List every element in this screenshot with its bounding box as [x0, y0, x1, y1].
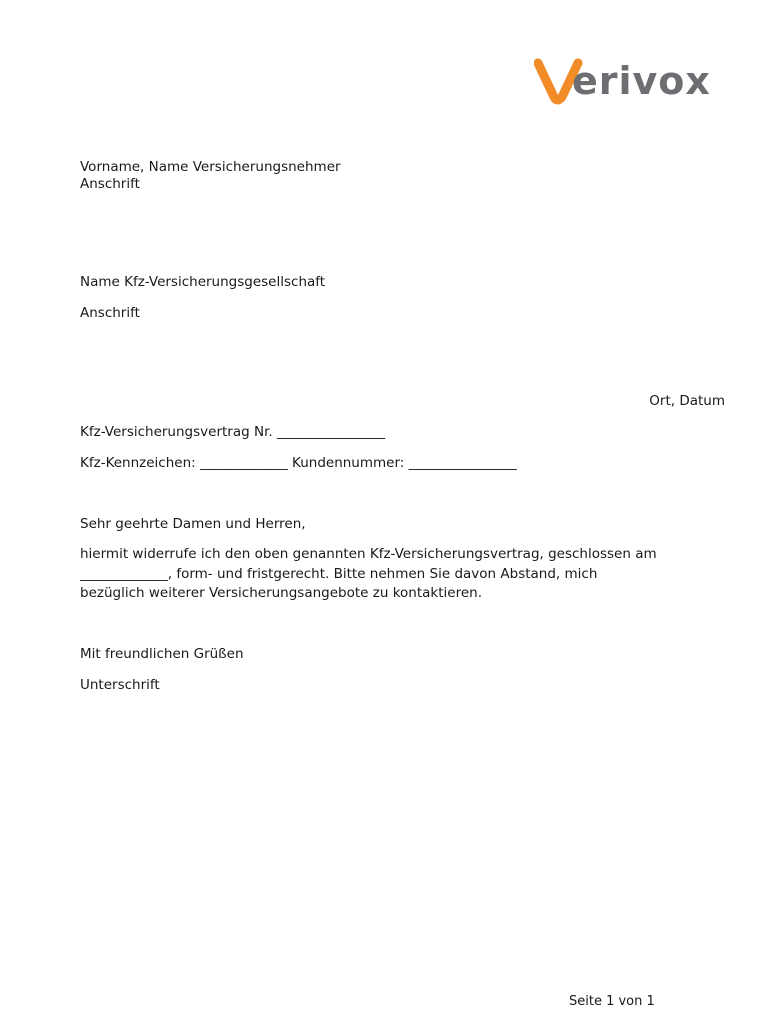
body-line-1: hiermit widerrufe ich den oben genannten Kfz-Versicherungsvertrag, geschlossen am	[80, 546, 657, 562]
place-date: Ort, Datum	[649, 393, 725, 409]
sender-name: Vorname, Name Versicherungsnehmer	[80, 159, 341, 175]
recipient-name: Name Kfz-Versicherungsgesellschaft	[80, 274, 326, 290]
recipient-address: Anschrift	[80, 305, 140, 321]
salutation: Sehr geehrte Damen und Herren,	[80, 516, 306, 532]
plate-customer-line: Kfz-Kennzeichen: _____________ Kundennummer: ________________	[80, 455, 517, 471]
letter-body	[80, 545, 720, 604]
signature: Unterschrift	[80, 677, 160, 693]
page-footer: Seite 1 von 1	[569, 994, 655, 1009]
contract-number-line: Kfz-Versicherungsvertrag Nr. ________________	[80, 424, 385, 440]
logo-wordmark: erivox	[572, 59, 711, 103]
body-line-3: bezüglich weiterer Versicherungsangebote zu kontaktieren.	[80, 585, 482, 601]
sender-address: Anschrift	[80, 176, 140, 192]
verivox-logo	[534, 57, 724, 105]
body-line-2: _____________, form- und fristgerecht. Bitte nehmen Sie davon Abstand, mich	[80, 565, 598, 582]
closing: Mit freundlichen Grüßen	[80, 646, 244, 662]
